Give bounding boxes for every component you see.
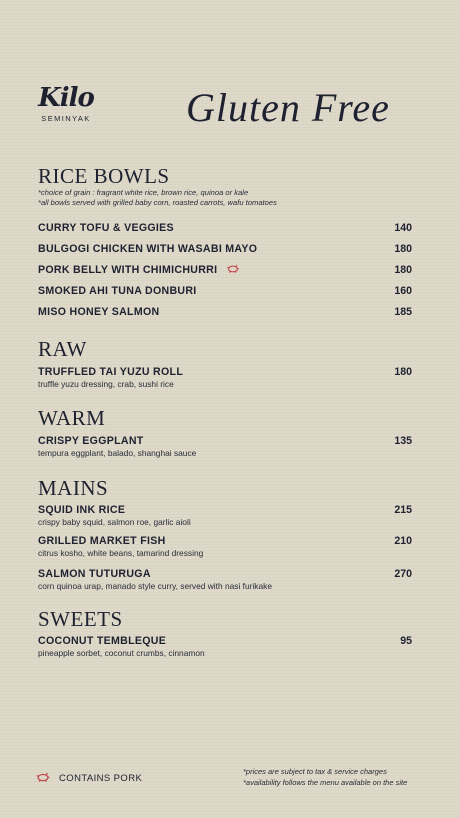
- section-title: RAW: [38, 337, 87, 361]
- pig-icon: [227, 263, 239, 277]
- item-price: 215: [394, 504, 412, 516]
- legend-label: CONTAINS PORK: [59, 773, 143, 785]
- item-price: 180: [394, 264, 412, 276]
- section-note: *all bowls served with grilled baby corn, roasted carrots, wafu tomatoes: [38, 198, 277, 207]
- menu-item: [38, 434, 412, 459]
- pork-legend: [36, 772, 142, 785]
- item-name: PORK BELLY WITH CHIMICHURRI: [38, 264, 218, 276]
- item-name: CURRY TOFU & VEGGIES: [38, 222, 174, 234]
- menu-item: [38, 284, 412, 298]
- item-name: TRUFFLED TAI YUZU ROLL: [38, 366, 184, 378]
- menu-item: [38, 365, 412, 390]
- item-name-row: [38, 263, 412, 277]
- item-name: COCONUT TEMBLEQUE: [38, 635, 167, 647]
- item-price: 135: [394, 435, 412, 447]
- brand-location: SEMINYAK: [41, 114, 91, 123]
- section-title: SWEETS: [38, 607, 123, 631]
- item-name: MISO HONEY SALMON: [38, 306, 160, 319]
- item-price: 160: [394, 285, 412, 298]
- section-title: RICE BOWLS: [38, 164, 170, 188]
- item-description: truffle yuzu dressing, crab, sushi rice: [38, 379, 174, 389]
- item-price: 270: [394, 568, 412, 580]
- brand-name: Kilo: [38, 83, 94, 113]
- item-name: SMOKED AHI TUNA DONBURI: [38, 285, 197, 298]
- section-title: WARM: [38, 406, 106, 430]
- section-sweets: [38, 608, 412, 659]
- item-description: tempura eggplant, balado, shanghai sauce: [38, 448, 197, 458]
- item-name: SQUID INK RICE: [38, 504, 126, 516]
- item-name: GRILLED MARKET FISH: [38, 535, 166, 547]
- item-name: CRISPY EGGPLANT: [38, 435, 144, 447]
- section-title: MAINS: [38, 476, 109, 500]
- item-description: citrus kosho, white beans, tamarind dressing: [38, 548, 204, 558]
- menu-item: [38, 534, 412, 559]
- footer-note: *availability follows the menu available on the site: [243, 778, 408, 787]
- menu-item: [38, 567, 412, 592]
- menu-item: [38, 305, 412, 319]
- section-raw: [38, 338, 412, 390]
- footer-notes: [243, 766, 407, 788]
- footer-note: *prices are subject to tax & service charges: [243, 767, 387, 776]
- item-price: 180: [394, 366, 412, 378]
- item-price: 180: [394, 243, 412, 255]
- item-description: pineapple sorbet, coconut crumbs, cinnamon: [38, 648, 205, 658]
- item-name: SALMON TUTURUGA: [38, 568, 151, 580]
- item-price: 185: [394, 306, 412, 319]
- menu-item: [38, 503, 412, 528]
- item-description: corn quinoa urap, manado style curry, served with nasi furikake: [38, 581, 272, 591]
- section-rice-bowls: [38, 165, 412, 319]
- brand-logo: [36, 84, 96, 123]
- item-name: BULGOGI CHICKEN WITH WASABI MAYO: [38, 243, 258, 255]
- menu-item: [38, 634, 412, 659]
- item-price: 95: [400, 635, 412, 647]
- menu-item: [38, 242, 412, 256]
- menu-item: [38, 263, 412, 277]
- menu-item: [38, 221, 412, 235]
- section-note: *choice of grain : fragrant white rice, brown rice, quinoa or kale: [38, 188, 249, 197]
- item-price: 210: [394, 535, 412, 547]
- item-price: 140: [394, 222, 412, 234]
- item-description: crispy baby squid, salmon roe, garlic aioli: [38, 517, 191, 527]
- menu-title: Gluten Free: [186, 85, 390, 130]
- pig-icon: [36, 772, 50, 785]
- section-warm: [38, 407, 412, 459]
- section-mains: [38, 477, 412, 592]
